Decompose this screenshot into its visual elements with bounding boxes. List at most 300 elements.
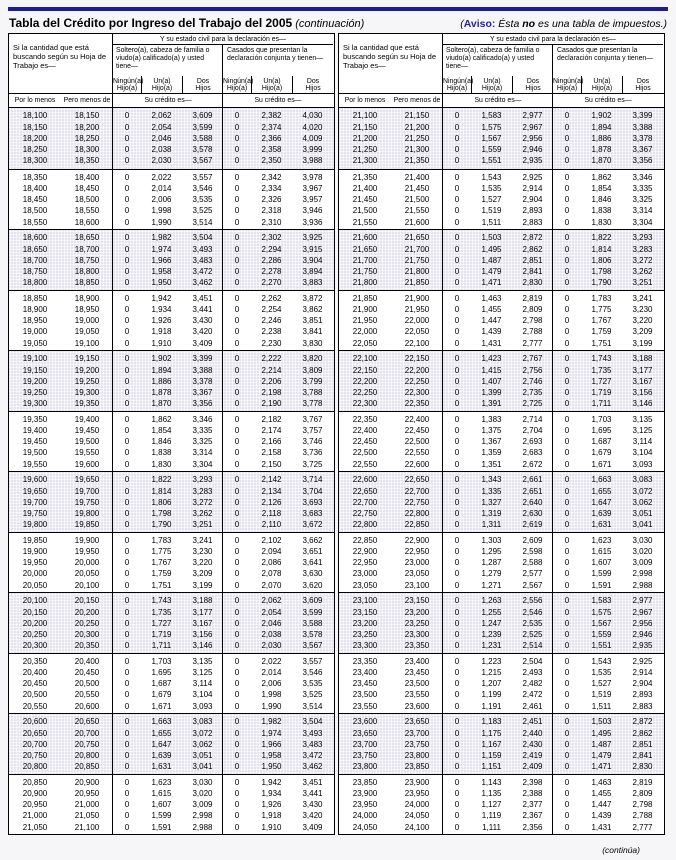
credit-single-no-child: 0 <box>124 475 130 485</box>
credit-married-one-child: 1,814 <box>591 244 612 254</box>
notice-body-pre: Ésta <box>495 18 523 30</box>
income-at-least: 20,900 <box>22 789 48 799</box>
credit-married-one-child: 2,134 <box>261 486 282 496</box>
table-row <box>339 387 664 398</box>
credit-married-two-children: 3,072 <box>632 486 653 496</box>
credit-single-no-child: 0 <box>454 475 460 485</box>
credit-single-two-children: 3,220 <box>192 558 213 568</box>
credit-single-one-child: 1,687 <box>151 679 172 689</box>
income-less-than: 20,450 <box>74 668 100 678</box>
income-less-than: 22,150 <box>404 354 430 364</box>
credit-single-no-child: 0 <box>454 233 460 243</box>
credit-married-two-children: 3,799 <box>302 376 323 386</box>
credit-married-one-child: 1,743 <box>591 354 612 364</box>
credit-single-no-child: 0 <box>454 629 460 639</box>
credit-single-two-children: 3,041 <box>192 762 213 772</box>
income-at-least: 21,650 <box>352 244 378 254</box>
credit-married-two-children: 3,135 <box>632 414 653 424</box>
table-row <box>9 728 334 739</box>
credit-married-no-child: 0 <box>234 717 240 727</box>
income-less-than: 21,650 <box>404 233 430 243</box>
income-at-least: 22,200 <box>352 376 378 386</box>
credit-married-no-child: 0 <box>234 437 240 447</box>
credit-single-two-children: 2,609 <box>522 535 543 545</box>
credit-married-no-child: 0 <box>564 459 570 469</box>
credit-single-no-child: 0 <box>454 206 460 216</box>
credit-married-no-child: 0 <box>564 305 570 315</box>
table-row <box>9 425 334 436</box>
row-group <box>9 471 334 532</box>
income-at-least: 21,200 <box>352 133 378 143</box>
credit-single-two-children: 3,325 <box>192 437 213 447</box>
credit-single-one-child: 1,615 <box>151 789 172 799</box>
credit-single-no-child: 0 <box>454 437 460 447</box>
credit-married-one-child: 1,559 <box>591 629 612 639</box>
income-less-than: 20,350 <box>74 641 100 651</box>
divider-income-single <box>112 34 114 834</box>
credit-married-no-child: 0 <box>564 195 570 205</box>
credit-single-two-children: 2,914 <box>522 184 543 194</box>
income-at-least: 23,100 <box>352 596 378 606</box>
credit-married-two-children: 3,009 <box>632 558 653 568</box>
credit-married-one-child: 1,567 <box>591 618 612 628</box>
credit-married-one-child: 2,198 <box>261 387 282 397</box>
children-col-single-2: Dos Hijos <box>512 76 553 93</box>
credit-married-two-children: 3,999 <box>302 144 323 154</box>
credit-single-no-child: 0 <box>124 184 130 194</box>
credit-married-two-children: 3,230 <box>632 305 653 315</box>
credit-single-one-child: 1,119 <box>481 811 502 821</box>
credit-married-two-children: 3,314 <box>632 206 653 216</box>
credit-single-no-child: 0 <box>454 414 460 424</box>
table-row <box>339 304 664 315</box>
credit-married-one-child: 1,527 <box>591 679 612 689</box>
credit-single-no-child: 0 <box>454 750 460 760</box>
credit-married-no-child: 0 <box>234 800 240 810</box>
credit-married-two-children: 3,367 <box>632 144 653 154</box>
income-at-least: 20,050 <box>22 580 48 590</box>
income-at-least: 19,750 <box>22 508 48 518</box>
credit-single-two-children: 2,767 <box>522 354 543 364</box>
income-at-least: 23,650 <box>352 728 378 738</box>
income-at-least: 19,000 <box>22 327 48 337</box>
income-at-least: 20,600 <box>22 717 48 727</box>
credit-married-one-child: 1,974 <box>261 728 282 738</box>
credit-married-no-child: 0 <box>234 305 240 315</box>
credit-married-no-child: 0 <box>234 508 240 518</box>
credit-married-one-child: 1,631 <box>591 520 612 530</box>
credit-married-no-child: 0 <box>564 486 570 496</box>
credit-single-two-children: 2,588 <box>522 558 543 568</box>
income-at-least: 22,700 <box>352 497 378 507</box>
credit-single-two-children: 3,462 <box>192 278 213 288</box>
credit-married-one-child: 1,942 <box>261 777 282 787</box>
credit-married-no-child: 0 <box>564 508 570 518</box>
income-less-than: 19,500 <box>74 437 100 447</box>
income-at-least: 22,150 <box>352 365 378 375</box>
credit-married-two-children: 3,841 <box>302 327 323 337</box>
credit-single-no-child: 0 <box>454 448 460 458</box>
credit-single-two-children: 3,546 <box>192 184 213 194</box>
credit-married-two-children: 3,630 <box>302 569 323 579</box>
income-at-least: 19,900 <box>22 547 48 557</box>
credit-single-two-children: 2,925 <box>522 172 543 182</box>
credit-married-one-child: 1,471 <box>591 762 612 772</box>
income-less-than: 22,050 <box>404 327 430 337</box>
credit-single-no-child: 0 <box>454 701 460 711</box>
credit-married-one-child: 1,607 <box>591 558 612 568</box>
credit-married-no-child: 0 <box>564 327 570 337</box>
credit-married-two-children: 2,935 <box>632 641 653 651</box>
credit-married-two-children: 3,083 <box>632 475 653 485</box>
credit-married-one-child: 1,671 <box>591 459 612 469</box>
credit-single-one-child: 1,415 <box>481 365 502 375</box>
row-group <box>339 774 664 835</box>
row-group <box>339 169 664 230</box>
row-group <box>339 108 664 169</box>
credit-single-one-child: 1,511 <box>481 217 502 227</box>
credit-single-one-child: 1,814 <box>151 486 172 496</box>
income-at-least: 19,800 <box>22 520 48 530</box>
credit-single-two-children: 3,409 <box>192 338 213 348</box>
credit-married-two-children: 3,830 <box>302 338 323 348</box>
table-row <box>339 436 664 447</box>
credit-single-no-child: 0 <box>454 365 460 375</box>
income-less-than: 21,450 <box>404 184 430 194</box>
credit-married-no-child: 0 <box>564 569 570 579</box>
credit-married-two-children: 3,820 <box>302 354 323 364</box>
income-less-than: 21,900 <box>404 293 430 303</box>
credit-married-one-child: 1,639 <box>591 508 612 518</box>
credit-married-two-children: 2,956 <box>632 618 653 628</box>
income-at-least: 19,150 <box>22 365 48 375</box>
table-row <box>339 618 664 629</box>
income-less-than: 20,950 <box>74 789 100 799</box>
credit-married-one-child: 1,806 <box>591 255 612 265</box>
table-row <box>9 568 334 579</box>
income-at-least: 21,400 <box>352 184 378 194</box>
credit-single-no-child: 0 <box>124 629 130 639</box>
credit-married-no-child: 0 <box>564 497 570 507</box>
eic-tables <box>8 33 665 835</box>
credit-single-one-child: 1,439 <box>481 327 502 337</box>
credit-single-no-child: 0 <box>124 172 130 182</box>
credit-single-one-child: 1,958 <box>151 266 172 276</box>
credit-married-two-children: 3,883 <box>302 278 323 288</box>
income-at-least: 19,100 <box>22 354 48 364</box>
credit-single-one-child: 2,006 <box>151 195 172 205</box>
credit-single-one-child: 1,247 <box>481 618 502 628</box>
credit-single-two-children: 2,525 <box>522 629 543 639</box>
credit-married-one-child: 2,254 <box>261 305 282 315</box>
credit-married-no-child: 0 <box>234 822 240 832</box>
credit-married-two-children: 4,020 <box>302 122 323 132</box>
income-less-than: 19,000 <box>74 316 100 326</box>
credit-married-two-children: 2,977 <box>632 596 653 606</box>
income-at-least: 23,850 <box>352 777 378 787</box>
credit-married-two-children: 3,462 <box>302 762 323 772</box>
table-row <box>339 255 664 266</box>
credit-married-one-child: 1,790 <box>591 278 612 288</box>
credit-married-no-child: 0 <box>234 426 240 436</box>
credit-single-one-child: 1,902 <box>151 354 172 364</box>
income-less-than: 19,800 <box>74 508 100 518</box>
credit-single-one-child: 1,487 <box>481 255 502 265</box>
income-less-than: 19,550 <box>74 448 100 458</box>
table-row <box>9 640 334 651</box>
credit-single-one-child: 1,279 <box>481 569 502 579</box>
credit-married-one-child: 2,190 <box>261 399 282 409</box>
credit-married-one-child: 2,014 <box>261 668 282 678</box>
table-row <box>9 519 334 530</box>
credit-single-two-children: 3,525 <box>192 206 213 216</box>
credit-married-no-child: 0 <box>234 618 240 628</box>
credit-single-no-child: 0 <box>454 811 460 821</box>
credit-single-no-child: 0 <box>124 448 130 458</box>
credit-single-two-children: 3,135 <box>192 656 213 666</box>
credit-married-two-children: 3,862 <box>302 305 323 315</box>
income-less-than: 22,750 <box>404 497 430 507</box>
credit-married-one-child: 1,902 <box>591 111 612 121</box>
credit-single-one-child: 2,022 <box>151 172 172 182</box>
credit-single-one-child: 1,767 <box>151 558 172 568</box>
credit-single-one-child: 1,495 <box>481 244 502 254</box>
table-row <box>339 447 664 458</box>
single-group-header: Soltero(a), cabeza de familia o viudo(a) calificado(a) y usted tiene— <box>446 47 540 70</box>
credit-married-two-children: 3,399 <box>632 111 653 121</box>
credit-single-one-child: 1,679 <box>151 690 172 700</box>
credit-married-no-child: 0 <box>234 558 240 568</box>
income-at-least: 22,800 <box>352 520 378 530</box>
credit-married-no-child: 0 <box>234 365 240 375</box>
income-less-than: 22,000 <box>404 316 430 326</box>
income-at-least: 21,100 <box>352 111 378 121</box>
credit-single-two-children: 2,430 <box>522 739 543 749</box>
credit-married-two-children: 3,946 <box>302 206 323 216</box>
credit-single-no-child: 0 <box>454 316 460 326</box>
income-less-than: 21,950 <box>404 305 430 315</box>
credit-single-two-children: 3,251 <box>192 520 213 530</box>
credit-married-no-child: 0 <box>234 338 240 348</box>
table-row <box>339 183 664 194</box>
credit-single-one-child: 1,263 <box>481 596 502 606</box>
credit-married-no-child: 0 <box>564 668 570 678</box>
income-less-than: 18,600 <box>74 217 100 227</box>
credit-single-no-child: 0 <box>124 800 130 810</box>
credit-married-two-children: 2,925 <box>632 656 653 666</box>
credit-single-no-child: 0 <box>124 596 130 606</box>
income-at-least: 23,050 <box>352 580 378 590</box>
credit-married-no-child: 0 <box>234 728 240 738</box>
credit-married-one-child: 1,519 <box>591 690 612 700</box>
credit-married-no-child: 0 <box>564 426 570 436</box>
credit-married-one-child: 1,687 <box>591 437 612 447</box>
credit-single-one-child: 1,255 <box>481 607 502 617</box>
income-less-than: 23,550 <box>404 690 430 700</box>
table-row <box>9 689 334 700</box>
credit-single-no-child: 0 <box>124 338 130 348</box>
credit-single-no-child: 0 <box>454 111 460 121</box>
credit-single-no-child: 0 <box>124 399 130 409</box>
table-row <box>339 474 664 485</box>
credit-single-two-children: 2,661 <box>522 475 543 485</box>
credit-single-one-child: 1,431 <box>481 338 502 348</box>
credit-single-two-children: 2,756 <box>522 365 543 375</box>
credit-single-one-child: 1,743 <box>151 596 172 606</box>
table-row <box>9 244 334 255</box>
credit-single-no-child: 0 <box>454 728 460 738</box>
credit-single-two-children: 2,872 <box>522 233 543 243</box>
credit-married-no-child: 0 <box>234 255 240 265</box>
credit-single-no-child: 0 <box>454 520 460 530</box>
notice-paren: ( <box>460 18 464 30</box>
credit-married-one-child: 2,062 <box>261 596 282 606</box>
credit-single-two-children: 2,398 <box>522 777 543 787</box>
credit-married-one-child: 2,166 <box>261 437 282 447</box>
credit-married-no-child: 0 <box>564 789 570 799</box>
income-at-least: 21,350 <box>352 172 378 182</box>
income-at-least: 18,750 <box>22 266 48 276</box>
credit-married-no-child: 0 <box>234 547 240 557</box>
credit-married-two-children: 3,304 <box>632 217 653 227</box>
credit-single-one-child: 1,239 <box>481 629 502 639</box>
credit-married-no-child: 0 <box>234 144 240 154</box>
income-at-least: 22,450 <box>352 437 378 447</box>
credit-single-no-child: 0 <box>124 244 130 254</box>
income-at-least: 23,550 <box>352 701 378 711</box>
income-less-than: 22,650 <box>404 475 430 485</box>
table-row <box>9 739 334 750</box>
income-at-least: 19,450 <box>22 437 48 447</box>
credit-single-no-child: 0 <box>454 376 460 386</box>
table-row <box>339 459 664 470</box>
credit-single-no-child: 0 <box>454 762 460 772</box>
children-col-married-1: Un(a) Hijo(a) <box>581 76 622 93</box>
credit-single-no-child: 0 <box>454 822 460 832</box>
income-less-than: 22,850 <box>404 520 430 530</box>
income-less-than: 20,500 <box>74 679 100 689</box>
credit-single-no-child: 0 <box>124 535 130 545</box>
income-at-least: 21,250 <box>352 144 378 154</box>
table-row <box>339 607 664 618</box>
credit-married-no-child: 0 <box>234 217 240 227</box>
credit-married-two-children: 3,578 <box>302 629 323 639</box>
credit-married-two-children: 3,262 <box>632 266 653 276</box>
income-less-than: 18,550 <box>74 206 100 216</box>
credit-married-no-child: 0 <box>564 607 570 617</box>
notice-body-bold: no <box>522 18 536 30</box>
credit-single-no-child: 0 <box>124 679 130 689</box>
credit-single-two-children: 3,504 <box>192 233 213 243</box>
table-row <box>9 497 334 508</box>
credit-married-two-children: 3,062 <box>632 497 653 507</box>
table-row <box>9 277 334 288</box>
single-group-header: Soltero(a), cabeza de familia o viudo(a) calificado(a) y usted tiene— <box>116 47 210 70</box>
credit-married-no-child: 0 <box>564 217 570 227</box>
credit-single-two-children: 3,062 <box>192 739 213 749</box>
table-row <box>339 398 664 409</box>
income-less-than: 21,050 <box>74 811 100 821</box>
credit-married-two-children: 3,356 <box>632 156 653 166</box>
credit-single-no-child: 0 <box>454 459 460 469</box>
credit-married-no-child: 0 <box>564 437 570 447</box>
credit-single-two-children: 3,483 <box>192 255 213 265</box>
credit-single-no-child: 0 <box>124 607 130 617</box>
credit-married-one-child: 2,094 <box>261 547 282 557</box>
credit-single-one-child: 1,870 <box>151 399 172 409</box>
credit-single-no-child: 0 <box>454 547 460 557</box>
credit-single-no-child: 0 <box>454 580 460 590</box>
credit-single-two-children: 2,704 <box>522 426 543 436</box>
row-group <box>9 713 334 774</box>
credit-single-one-child: 1,455 <box>481 305 502 315</box>
credit-married-one-child: 1,767 <box>591 316 612 326</box>
credit-single-one-child: 1,623 <box>151 777 172 787</box>
credit-single-no-child: 0 <box>124 750 130 760</box>
credit-single-one-child: 1,719 <box>151 629 172 639</box>
income-less-than: 23,250 <box>404 618 430 628</box>
credit-married-two-children: 3,778 <box>302 399 323 409</box>
income-less-than: 22,250 <box>404 376 430 386</box>
credit-single-one-child: 2,038 <box>151 144 172 154</box>
credit-single-no-child: 0 <box>454 618 460 628</box>
income-at-least: 19,650 <box>22 486 48 496</box>
credit-single-two-children: 3,125 <box>192 668 213 678</box>
credit-single-no-child: 0 <box>454 387 460 397</box>
income-less-than: 20,200 <box>74 607 100 617</box>
credit-married-no-child: 0 <box>234 448 240 458</box>
row-group <box>9 532 334 593</box>
income-less-than: 23,500 <box>404 679 430 689</box>
table-row <box>9 194 334 205</box>
income-less-than: 20,400 <box>74 656 100 666</box>
credit-married-no-child: 0 <box>564 399 570 409</box>
credit-single-no-child: 0 <box>454 172 460 182</box>
children-col-single-2: Dos Hijos <box>182 76 223 93</box>
credit-married-one-child: 1,727 <box>591 376 612 386</box>
credit-single-two-children: 3,588 <box>192 133 213 143</box>
credit-single-one-child: 1,727 <box>151 618 172 628</box>
row-group <box>9 592 334 653</box>
income-less-than: 21,700 <box>404 244 430 254</box>
page-title <box>9 14 364 32</box>
income-less-than: 22,200 <box>404 365 430 375</box>
credit-married-two-children: 3,557 <box>302 656 323 666</box>
credit-married-one-child: 1,918 <box>261 811 282 821</box>
income-at-least: 21,300 <box>352 156 378 166</box>
table-row <box>339 777 664 788</box>
credit-single-no-child: 0 <box>124 217 130 227</box>
top-rule <box>8 7 668 11</box>
income-less-than: 19,950 <box>74 547 100 557</box>
credit-married-no-child: 0 <box>234 399 240 409</box>
row-group <box>339 290 664 351</box>
credit-single-two-children: 2,651 <box>522 486 543 496</box>
credit-married-one-child: 1,599 <box>591 569 612 579</box>
credit-single-one-child: 1,135 <box>481 789 502 799</box>
children-col-single-1: Un(a) Hijo(a) <box>141 76 182 93</box>
table-panel-1 <box>8 33 335 835</box>
credit-single-no-child: 0 <box>454 338 460 348</box>
credit-single-two-children: 3,093 <box>192 701 213 711</box>
credit-single-one-child: 1,942 <box>151 293 172 303</box>
table-row <box>9 607 334 618</box>
credit-is-row <box>339 94 664 107</box>
credit-single-one-child: 1,671 <box>151 701 172 711</box>
row-group <box>9 350 334 411</box>
table-row <box>339 739 664 750</box>
credit-single-one-child: 1,982 <box>151 233 172 243</box>
